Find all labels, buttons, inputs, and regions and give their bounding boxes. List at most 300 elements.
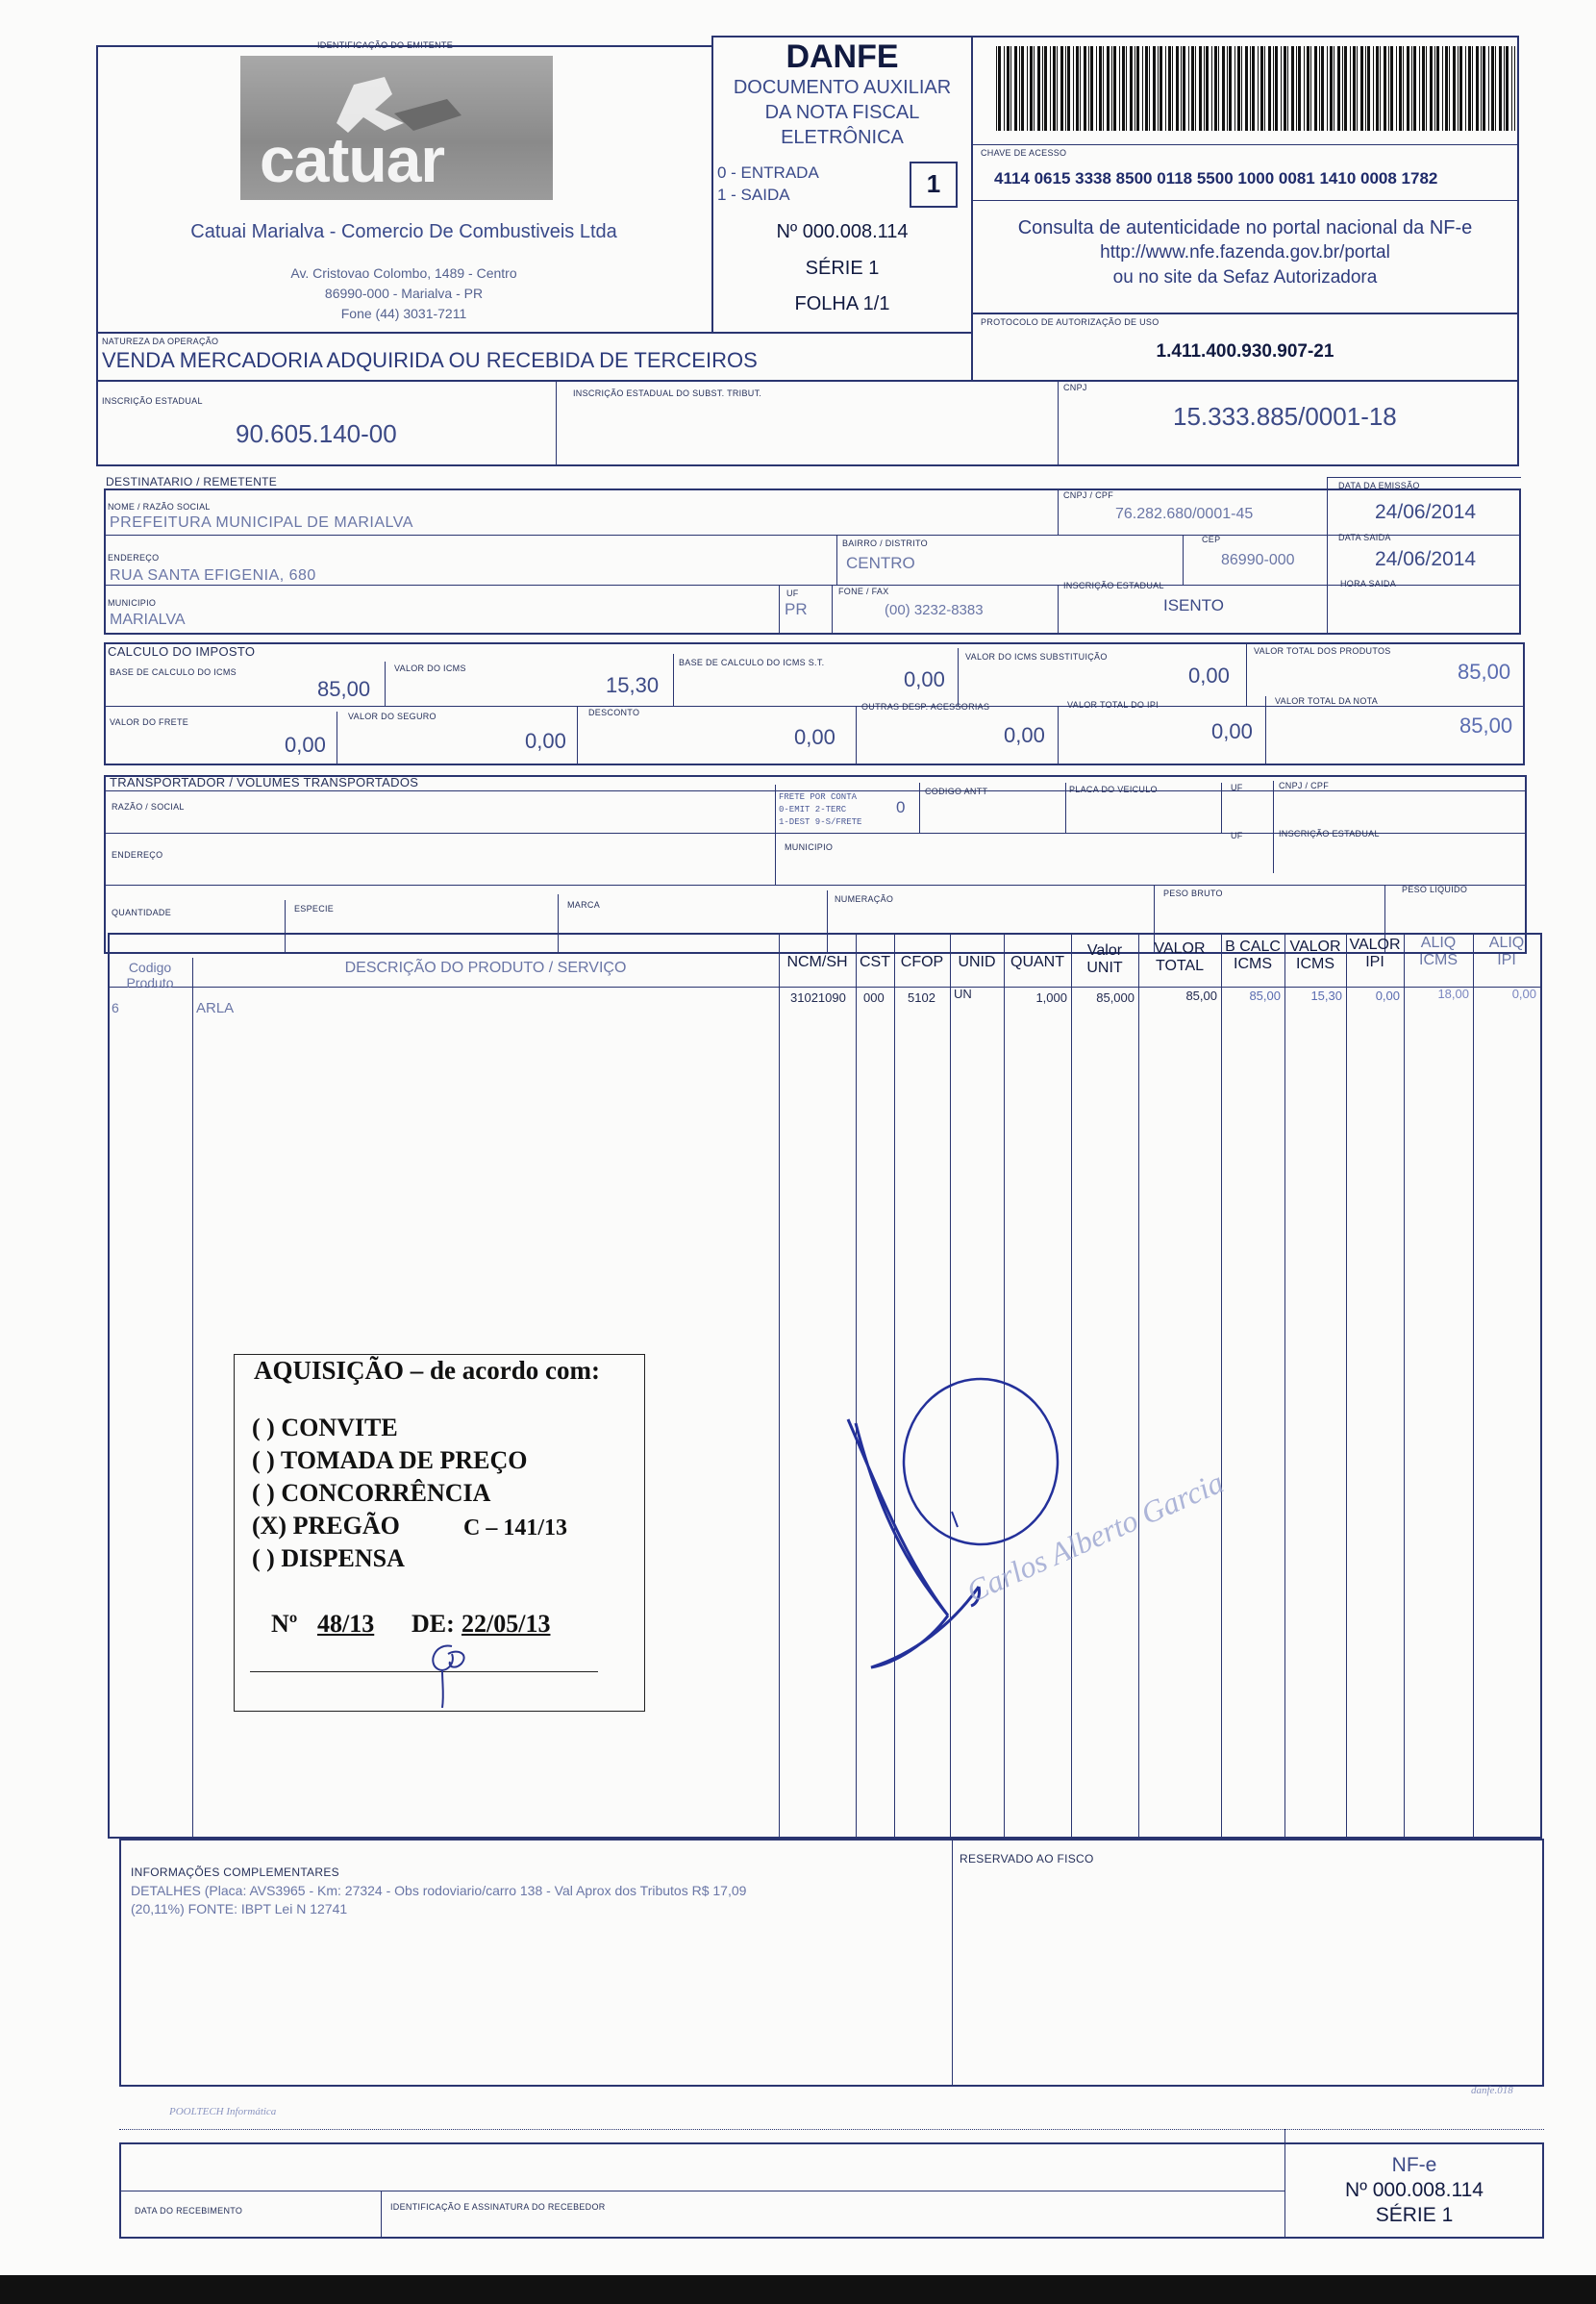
seguro-value: 0,00 xyxy=(525,729,566,753)
transp-uf-label: UF xyxy=(1231,783,1243,792)
total-prod-label: VALOR TOTAL DOS PRODUTOS xyxy=(1254,646,1391,656)
dest-endereco-label: ENDEREÇO xyxy=(108,553,160,563)
frete-conta-1: FRETE POR CONTA xyxy=(779,792,858,802)
barcode-bar xyxy=(1142,46,1143,131)
barcode-bar xyxy=(1211,46,1212,131)
barcode-bar xyxy=(1126,46,1127,131)
item-ncm: 31021090 xyxy=(790,990,846,1005)
barcode-bar xyxy=(1188,46,1189,131)
dest-v-ie xyxy=(1058,585,1059,635)
transp-h1 xyxy=(104,790,1527,791)
footer-software: POOLTECH Informática xyxy=(169,2106,277,2117)
barcode-bar xyxy=(1511,46,1512,131)
stamp-de-value: 22/05/13 xyxy=(461,1610,551,1638)
barcode-bar xyxy=(1245,46,1248,131)
barcode-bar xyxy=(1113,46,1116,131)
hdr-vunit1: Valor xyxy=(1086,942,1123,959)
transp-uf2-label: UF xyxy=(1231,831,1243,840)
product-column-divider xyxy=(779,933,780,1839)
dest-nome-label: NOME / RAZÃO SOCIAL xyxy=(108,502,211,512)
danfe-subtitle2: DA NOTA FISCAL xyxy=(764,102,920,123)
dest-v-date xyxy=(1327,477,1328,635)
hdr-descricao: DESCRIÇÃO DO PRODUTO / SERVIÇO xyxy=(344,960,627,976)
imp-v1 xyxy=(385,662,386,706)
barcode-bar xyxy=(1222,46,1225,131)
barcode-bar xyxy=(1153,46,1156,131)
canhoto-v1 xyxy=(381,2191,382,2239)
dest-cep-label: CEP xyxy=(1202,535,1221,544)
imp-v8 xyxy=(1058,706,1059,765)
base-icms-label: BASE DE CALCULO DO ICMS xyxy=(110,667,237,677)
imp-v3 xyxy=(958,648,959,706)
barcode-bar xyxy=(1237,46,1240,131)
antt-label: CODIGO ANTT xyxy=(925,787,988,796)
barcode-bar xyxy=(996,46,997,131)
base-st: 0,00 xyxy=(904,667,945,691)
barcode-bar xyxy=(1419,46,1420,131)
barcode-bar xyxy=(1107,46,1110,131)
dest-v-cep xyxy=(1183,535,1184,585)
danfe-subtitle1: DOCUMENTO AUXILIAR xyxy=(733,77,952,98)
razao-label: RAZÃO / SOCIAL xyxy=(112,802,185,812)
barcode-bar xyxy=(1380,46,1381,131)
peso-bruto-label: PESO BRUTO xyxy=(1163,889,1223,898)
canhoto-numero: Nº 000.008.114 xyxy=(1345,2179,1484,2201)
barcode-bar xyxy=(1337,46,1340,131)
barcode-bar xyxy=(1390,46,1393,131)
dest-saida: 24/06/2014 xyxy=(1375,548,1477,570)
barcode-bar xyxy=(1388,46,1389,131)
dest-bairro-label: BAIRRO / DISTRITO xyxy=(842,538,928,548)
item-aicms: 18,00 xyxy=(1437,987,1469,1001)
barcode-bar xyxy=(1281,46,1282,131)
barcode-bar xyxy=(1449,46,1450,131)
hdr-vicms1: VALOR xyxy=(1289,939,1341,955)
consulta-line1: Consulta de autenticidade no portal nacional da NF-e xyxy=(1017,217,1473,238)
hdr-ncm: NCM/SH xyxy=(786,954,848,970)
barcode-bar xyxy=(1264,46,1265,131)
barcode-bar xyxy=(1088,46,1089,131)
produtos-header-line xyxy=(108,987,1542,988)
hdr-unid: UNID xyxy=(958,954,996,970)
barcode-bar xyxy=(1413,46,1416,131)
hdr-vipi1: VALOR xyxy=(1349,937,1401,953)
dest-v-cnpj xyxy=(1058,488,1059,535)
barcode-bar xyxy=(1353,46,1356,131)
hdr-vunit2: UNIT xyxy=(1086,960,1123,976)
barcode-bar xyxy=(1229,46,1232,131)
barcode-bar xyxy=(1080,46,1081,131)
dest-ie-label: INSCRIÇÃO ESTADUAL xyxy=(1063,581,1164,590)
barcode-bar xyxy=(1422,46,1425,131)
emitente-name: Catuai Marialva - Comercio De Combustiveis Ltda xyxy=(190,221,617,242)
barcode-bar xyxy=(1199,46,1202,131)
barcode-bar xyxy=(1434,46,1435,131)
emitente-address1: Av. Cristovao Colombo, 1489 - Centro xyxy=(290,265,517,281)
barcode-bar xyxy=(1472,46,1473,131)
dest-fone: (00) 3232-8383 xyxy=(885,602,984,618)
barcode-bar xyxy=(1004,46,1005,131)
valor-icms: 15,30 xyxy=(606,673,660,697)
destinatario-box xyxy=(104,488,1521,635)
transp-endereco-label: ENDEREÇO xyxy=(112,850,163,860)
danfe-saida: 1 - SAIDA xyxy=(717,186,790,204)
danfe-title: DANFE xyxy=(786,38,899,75)
fisco-label: RESERVADO AO FISCO xyxy=(960,1852,1094,1866)
danfe-serie: SÉRIE 1 xyxy=(805,258,880,279)
barcode-bar xyxy=(1030,46,1033,131)
barcode-bar xyxy=(1287,46,1288,131)
ie-value: 90.605.140-00 xyxy=(236,419,397,448)
emitente-address2: 86990-000 - Marialva - PR xyxy=(324,286,484,301)
info-comp-line2: (20,11%) FONTE: IBPT Lei N 12741 xyxy=(131,1901,348,1916)
protocolo-label: PROTOCOLO DE AUTORIZAÇÃO DE USO xyxy=(981,317,1160,327)
product-column-divider xyxy=(1346,933,1347,1839)
dest-emissao: 24/06/2014 xyxy=(1375,501,1477,523)
stamp-pregao: (X) PREGÃO xyxy=(252,1512,400,1540)
barcode-bar xyxy=(1310,46,1311,131)
barcode-bar xyxy=(1019,46,1020,131)
hdr-bcalc1: B CALC xyxy=(1225,939,1281,955)
outras-label: OUTRAS DESP. ACESSORIAS xyxy=(861,702,990,712)
item-vunit: 85,000 xyxy=(1096,990,1135,1005)
footer-form: danfe.018 xyxy=(1471,2085,1513,2096)
imp-v2 xyxy=(673,654,674,706)
danfe-subtitle3: ELETRÔNICA xyxy=(781,127,904,148)
dest-v-uf xyxy=(779,585,780,635)
imp-v9 xyxy=(1265,696,1266,765)
marca-label: MARCA xyxy=(567,900,601,910)
barcode-bar xyxy=(1506,46,1509,131)
dest-date-top xyxy=(1327,477,1521,478)
product-column-divider xyxy=(1473,933,1474,1839)
transp-v4 xyxy=(1221,783,1222,833)
frete-label: VALOR DO FRETE xyxy=(110,717,189,727)
barcode-bar xyxy=(1111,46,1112,131)
desconto-label: DESCONTO xyxy=(588,708,640,717)
frete-conta-3: 1-DEST 9-S/FRETE xyxy=(779,817,862,827)
dest-row2 xyxy=(104,585,1521,586)
cut-line xyxy=(119,2129,1544,2130)
outras-value: 0,00 xyxy=(1004,723,1045,747)
total-prod: 85,00 xyxy=(1458,660,1511,684)
placa-label: PLACA DO VEICULO xyxy=(1069,785,1158,794)
product-column-divider xyxy=(1284,933,1285,1839)
barcode-bar xyxy=(1499,46,1502,131)
barcode-bar xyxy=(1149,46,1150,131)
barcode-bar xyxy=(1034,46,1035,131)
signature-name: Carlos Alberto Garcia xyxy=(961,1464,1229,1609)
barcode-bar xyxy=(1296,46,1297,131)
stamp-dispensa: ( ) DISPENSA xyxy=(252,1544,405,1572)
consulta-line3: ou no site da Sefaz Autorizadora xyxy=(1112,267,1378,288)
base-icms: 85,00 xyxy=(317,677,371,701)
barcode-bar xyxy=(1330,46,1333,131)
hdr-bcalc2: ICMS xyxy=(1234,956,1272,972)
barcode-bar xyxy=(1319,46,1320,131)
barcode-bar xyxy=(1204,46,1205,131)
danfe-folha: FOLHA 1/1 xyxy=(794,293,890,314)
hdr-cfop: CFOP xyxy=(900,954,944,970)
item-cfop: 5102 xyxy=(908,990,935,1005)
barcode-bar xyxy=(1007,46,1010,131)
barcode-bar xyxy=(1099,46,1102,131)
frete-value: 0,00 xyxy=(285,733,326,757)
barcode-bar xyxy=(1067,46,1070,131)
dest-cnpj: 76.282.680/0001-45 xyxy=(1115,506,1254,522)
barcode-bar xyxy=(1258,46,1259,131)
barcode-bar xyxy=(1136,46,1139,131)
danfe-numero: Nº 000.008.114 xyxy=(776,221,909,242)
hdr-vtotal2: TOTAL xyxy=(1155,958,1205,974)
barcode-bar xyxy=(1407,46,1409,131)
logo-text: catuar xyxy=(260,124,445,195)
product-column-divider xyxy=(1404,933,1405,1839)
barcode-bar xyxy=(1307,46,1309,131)
transp-v5 xyxy=(1273,781,1274,873)
barcode-bar xyxy=(1327,46,1328,131)
item-bcalc: 85,00 xyxy=(1249,989,1281,1003)
dest-cnpj-label: CNPJ / CPF xyxy=(1063,490,1114,500)
barcode-bar xyxy=(1060,46,1063,131)
emitente-phone: Fone (44) 3031-7211 xyxy=(340,306,467,321)
chave-value: 4114 0615 3338 8500 0118 5500 1000 0081 1410 0008 1782 xyxy=(994,169,1438,188)
barcode-bar xyxy=(1027,46,1028,131)
barcode-bar xyxy=(1160,46,1162,131)
barcode-bar xyxy=(1384,46,1386,131)
ie-subst-label: INSCRIÇÃO ESTADUAL DO SUBST. TRIBUT. xyxy=(573,388,762,398)
barcode-bar xyxy=(1396,46,1397,131)
imposto-section-label: CALCULO DO IMPOSTO xyxy=(108,644,256,659)
item-aipi: 0,00 xyxy=(1511,987,1536,1001)
item-cst: 000 xyxy=(863,990,885,1005)
barcode-bar xyxy=(1252,46,1255,131)
hdr-aicms2: ICMS xyxy=(1419,952,1458,968)
barcode-bar xyxy=(1037,46,1040,131)
valor-icms-label: VALOR DO ICMS xyxy=(394,664,466,673)
barcode-bar xyxy=(1206,46,1209,131)
barcode-bar xyxy=(1342,46,1343,131)
barcode-bar xyxy=(1021,46,1024,131)
adicionais-divider xyxy=(952,1839,953,2087)
imposto-mid xyxy=(104,706,1525,707)
total-nota: 85,00 xyxy=(1459,714,1513,738)
barcode-bar xyxy=(1053,46,1056,131)
item-vicms: 15,30 xyxy=(1310,989,1342,1003)
barcode-bar xyxy=(1304,46,1305,131)
canhoto-assinatura-label: IDENTIFICAÇÃO E ASSINATURA DO RECEBEDOR xyxy=(390,2202,606,2212)
barcode-bar xyxy=(1042,46,1043,131)
barcode-bar xyxy=(1010,46,1011,131)
chave-divider2 xyxy=(971,200,1519,201)
cnpj-value: 15.333.885/0001-18 xyxy=(1173,402,1397,431)
hdr-vtotal1: VALOR xyxy=(1154,940,1206,957)
inscricao-divider1 xyxy=(556,380,557,466)
consulta-line2: http://www.nfe.fazenda.gov.br/portal xyxy=(1100,242,1390,263)
hdr-codigo2: Produto xyxy=(126,975,174,990)
transp-municipio-label: MUNICIPIO xyxy=(785,842,834,852)
transp-v3 xyxy=(1065,783,1066,833)
barcode-bar xyxy=(1172,46,1173,131)
barcode-bar xyxy=(1090,46,1093,131)
item-quant: 1,000 xyxy=(1035,990,1067,1005)
frete-conta-value: 0 xyxy=(896,798,906,816)
barcode-bar xyxy=(1399,46,1402,131)
barcode-bar xyxy=(1050,46,1051,131)
dest-saida-label: DATA SAIDA xyxy=(1338,533,1391,542)
barcode-bar xyxy=(1191,46,1194,131)
hdr-cst: CST xyxy=(860,954,890,970)
canhoto-data-label: DATA DO RECEBIMENTO xyxy=(135,2206,243,2216)
cnpj-label: CNPJ xyxy=(1063,383,1087,392)
stamp-no-label: Nº xyxy=(271,1610,298,1638)
imp-v6 xyxy=(577,706,578,765)
barcode-bar xyxy=(1284,46,1286,131)
barcode-bar xyxy=(1057,46,1058,131)
imp-v4 xyxy=(1246,642,1247,706)
especie-label: ESPECIE xyxy=(294,904,335,914)
barcode-bar xyxy=(1234,46,1235,131)
barcode-bar xyxy=(1073,46,1074,131)
barcode-bar xyxy=(1183,46,1185,131)
product-column-divider xyxy=(1221,933,1222,1839)
barcode-bar xyxy=(1344,46,1347,131)
barcode-bar xyxy=(1214,46,1217,131)
dest-v-bairro xyxy=(836,535,837,585)
barcode-bar xyxy=(1076,46,1079,131)
barcode-bar xyxy=(1476,46,1479,131)
item-unid: UN xyxy=(954,987,972,1001)
valor-st-label: VALOR DO ICMS SUBSTITUIÇÃO xyxy=(965,652,1108,662)
barcode-bar xyxy=(1298,46,1301,131)
dest-municipio: MARIALVA xyxy=(110,612,186,628)
barcode-bar xyxy=(1445,46,1448,131)
barcode-bar xyxy=(1491,46,1494,131)
barcode-bar xyxy=(1122,46,1125,131)
barcode-bar xyxy=(1373,46,1374,131)
hdr-aipi2: IPI xyxy=(1497,952,1516,968)
barcode-bar xyxy=(1096,46,1097,131)
barcode-bar xyxy=(1103,46,1104,131)
barcode-bar xyxy=(1084,46,1086,131)
hdr-aicms1: ALIQ xyxy=(1420,935,1457,951)
imp-v7 xyxy=(856,706,857,765)
barcode-bar xyxy=(1367,46,1370,131)
transp-v1 xyxy=(775,785,776,885)
total-nota-label: VALOR TOTAL DA NOTA xyxy=(1275,696,1379,706)
barcode-bar xyxy=(1468,46,1471,131)
barcode-bar xyxy=(1321,46,1324,131)
barcode-bar xyxy=(1165,46,1166,131)
barcode-bar xyxy=(1430,46,1433,131)
transp-v2 xyxy=(919,783,920,833)
hdr-vipi2: IPI xyxy=(1365,954,1384,970)
frete-conta-2: 0-EMIT 2-TERC xyxy=(779,805,847,814)
item-codigo: 6 xyxy=(112,1000,119,1015)
protocolo-value: 1.411.400.930.907-21 xyxy=(1156,341,1334,362)
emitente-section-label: IDENTIFICAÇÃO DO EMITENTE xyxy=(317,40,454,50)
barcode-bar xyxy=(1218,46,1219,131)
barcode-bar xyxy=(1176,46,1179,131)
stamp-concorrencia: ( ) CONCORRÊNCIA xyxy=(252,1479,491,1507)
stamp-tomada: ( ) TOMADA DE PREÇO xyxy=(252,1446,528,1474)
barcode-bar xyxy=(1488,46,1489,131)
barcode-bar xyxy=(1314,46,1317,131)
canhoto-serie: SÉRIE 1 xyxy=(1375,2204,1454,2226)
barcode-bar xyxy=(1495,46,1496,131)
barcode-bar xyxy=(1426,46,1427,131)
barcode-bar xyxy=(1195,46,1196,131)
barcode-bar xyxy=(1436,46,1439,131)
item-descricao: ARLA xyxy=(196,1000,235,1016)
barcode-bar xyxy=(1145,46,1148,131)
barcode-bar xyxy=(998,46,1001,131)
barcode-bar xyxy=(1442,46,1443,131)
barcode-bar xyxy=(1376,46,1379,131)
ie-label: INSCRIÇÃO ESTADUAL xyxy=(102,396,203,406)
item-vtotal: 85,00 xyxy=(1185,989,1217,1003)
initials-icon xyxy=(413,1635,481,1712)
chave-divider xyxy=(971,144,1519,145)
transp-section-label: TRANSPORTADOR / VOLUMES TRANSPORTADOS xyxy=(110,775,419,789)
ipi-label: VALOR TOTAL DO IPI xyxy=(1067,700,1159,710)
barcode-bar xyxy=(1065,46,1066,131)
barcode-bar xyxy=(1465,46,1466,131)
stamp-title: AQUISIÇÃO – de acordo com: xyxy=(254,1356,600,1385)
barcode-bar xyxy=(1273,46,1274,131)
barcode-bar xyxy=(1044,46,1047,131)
barcode-bar xyxy=(1350,46,1351,131)
chave-label: CHAVE DE ACESSO xyxy=(981,148,1067,158)
peso-liquido-label: PESO LIQUIDO xyxy=(1402,885,1468,894)
transp-ie-label: INSCRIÇÃO ESTADUAL xyxy=(1279,829,1380,839)
ipi-value: 0,00 xyxy=(1211,719,1253,743)
quantidade-label: QUANTIDADE xyxy=(112,908,172,917)
danfe-tipo: 1 xyxy=(926,169,941,198)
inscricao-divider2 xyxy=(1058,380,1059,466)
base-st-label: BASE DE CALCULO DO ICMS S.T. xyxy=(679,658,825,667)
dest-cep: 86990-000 xyxy=(1221,552,1295,568)
transp-h3 xyxy=(104,885,1527,886)
seguro-label: VALOR DO SEGURO xyxy=(348,712,436,721)
natureza-value: VENDA MERCADORIA ADQUIRIDA OU RECEBIDA DE TERCEIROS xyxy=(102,348,758,372)
natureza-label: NATUREZA DA OPERAÇÃO xyxy=(102,337,219,346)
barcode-bar xyxy=(1227,46,1228,131)
dest-uf-label: UF xyxy=(786,589,799,598)
transp-cnpj-label: CNPJ / CPF xyxy=(1279,781,1330,790)
barcode-bar xyxy=(1458,46,1459,131)
barcode-bar xyxy=(1481,46,1482,131)
destinatario-section-label: DESTINATARIO / REMETENTE xyxy=(106,475,278,488)
barcode-bar xyxy=(1403,46,1404,131)
barcode-bar xyxy=(1453,46,1456,131)
info-comp-label: INFORMAÇÕES COMPLEMENTARES xyxy=(131,1866,339,1879)
barcode-bar xyxy=(1014,46,1017,131)
dest-emissao-label: DATA DA EMISSÃO xyxy=(1338,481,1420,490)
stamp-pregao-ref: C – 141/13 xyxy=(463,1515,567,1540)
barcode-bar xyxy=(1504,46,1505,131)
barcode-bar xyxy=(1181,46,1182,131)
barcode-bar xyxy=(1250,46,1251,131)
barcode-bar xyxy=(1514,46,1515,131)
barcode-bar xyxy=(1268,46,1271,131)
dest-uf: PR xyxy=(785,600,808,618)
dest-row1 xyxy=(104,535,1521,536)
stamp-no-value: 48/13 xyxy=(317,1610,375,1638)
barcode-bar xyxy=(1357,46,1358,131)
hdr-aipi1: ALIQ xyxy=(1488,935,1525,951)
dest-endereco: RUA SANTA EFIGENIA, 680 xyxy=(110,567,316,584)
